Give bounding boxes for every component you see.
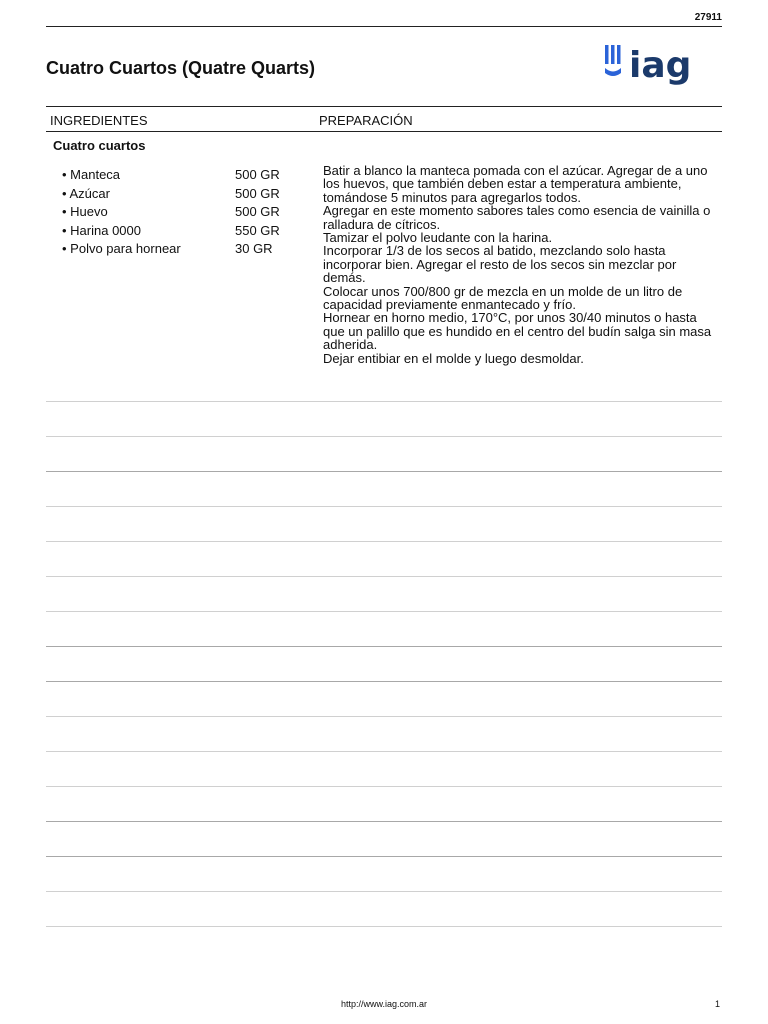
note-line: [46, 436, 722, 437]
ingredient-name: • Harina 0000: [62, 222, 141, 238]
ingredient-row: [62, 185, 362, 204]
ingredient-name: • Azúcar: [62, 185, 110, 201]
header-divider: [46, 106, 722, 107]
preparation-heading: PREPARACIÓN: [319, 113, 413, 128]
preparation-step: Batir a blanco la manteca pomada con el azúcar. Agregar de a uno los huevos, que también deben estar a temperatura ambiente, tomándose 5 minutos para agregarlos todos.: [323, 163, 708, 205]
preparation-step: Colocar unos 700/800 gr de mezcla en un molde de un litro de capacidad previamente enmantecado y frío.: [323, 283, 683, 313]
note-line: [46, 891, 722, 892]
ingredients-list: [62, 166, 362, 259]
note-line: [46, 681, 722, 682]
note-line: [46, 541, 722, 542]
ingredient-row: [62, 166, 362, 185]
ingredient-row: [62, 222, 362, 241]
note-line: [46, 751, 722, 752]
logo-wordmark: iag: [629, 45, 692, 86]
preparation-step: Hornear en horno medio, 170°C, por unos 30/40 minutos o hasta que un palillo que es hundido en el centro del budín salga sin masa adherida.: [323, 310, 712, 353]
ingredient-quantity: 550 GR: [235, 222, 280, 238]
footer-url[interactable]: http://www.iag.com.ar: [340, 999, 428, 1009]
note-line: [46, 786, 722, 787]
note-line: [46, 821, 722, 822]
top-divider: [46, 26, 722, 27]
note-line: [46, 926, 722, 927]
recipe-section-title: Cuatro cuartos: [53, 138, 146, 153]
iag-logo: [605, 44, 707, 92]
preparation-step: Agregar en este momento sabores tales como esencia de vainilla o ralladura de cítricos.: [323, 203, 711, 232]
page-number: 1: [714, 999, 720, 1009]
note-line: [46, 506, 722, 507]
preparation-steps: [323, 164, 718, 365]
ingredient-quantity: 500 GR: [235, 185, 280, 201]
note-line: [46, 401, 722, 402]
note-line: [46, 646, 722, 647]
note-line: [46, 856, 722, 857]
ingredient-name: • Huevo: [62, 204, 108, 219]
ingredient-name: • Polvo para hornear: [62, 241, 181, 256]
columns-divider: [46, 131, 722, 132]
preparation-step: Incorporar 1/3 de los secos al batido, mezclando solo hasta incorporar bien. Agregar el resto de los secos sin mezclar por demás.: [323, 243, 677, 286]
preparation-step: Tamizar el polvo leudante con la harina.: [323, 230, 553, 246]
note-line: [46, 716, 722, 717]
note-line: [46, 471, 722, 472]
ingredient-quantity: 500 GR: [235, 204, 280, 219]
ingredient-quantity: 500 GR: [235, 167, 280, 182]
ingredient-row: [62, 203, 362, 222]
ingredient-quantity: 30 GR: [235, 241, 273, 256]
ingredient-name: • Manteca: [62, 167, 121, 182]
document-number: 27911: [694, 12, 722, 23]
ingredients-heading: INGREDIENTES: [50, 113, 148, 128]
ingredient-row: [62, 240, 362, 259]
note-line: [46, 576, 722, 577]
note-line: [46, 611, 722, 612]
preparation-step: Dejar entibiar en el molde y luego desmoldar.: [323, 350, 584, 366]
recipe-title: Cuatro Cuartos (Quatre Quarts): [46, 58, 316, 78]
